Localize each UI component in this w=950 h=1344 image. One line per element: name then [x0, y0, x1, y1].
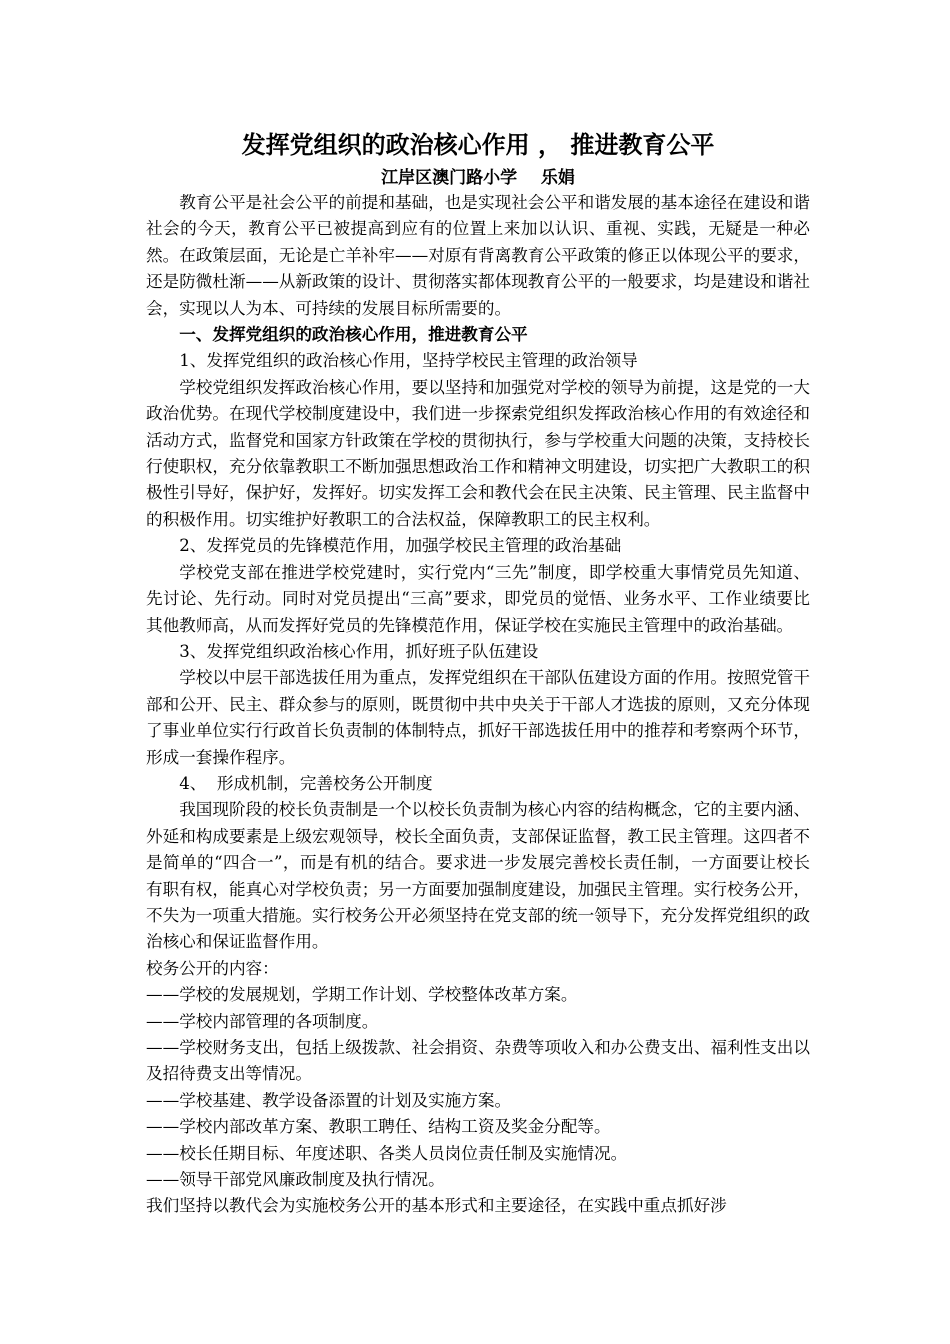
- intro-paragraph: 教育公平是社会公平的前提和基础，也是实现社会公平和谐发展的基本途径在建设和谐社会的今天，教育公平已被提高到应有的位置上来加以认识、重视、实践，无疑是一种必然。在政策层面，无论是亡羊补牢——对原有背离教育公平政策的修正以体现公平的要求，还是防微杜渐——从新政策的设计、贯彻落实都体现教育公平的一般要求，均是建设和谐社会，实现以人为本、可持续的发展目标所需要的。: [146, 193, 810, 318]
- list-item: ——学校内部管理的各项制度。: [146, 1011, 379, 1031]
- list-item: ——领导干部党风廉政制度及执行情况。: [146, 1170, 445, 1190]
- subsection-body-3: 学校以中层干部选拔任用为重点，发挥党组织在干部队伍建设方面的作用。按照党管干部和公开、民主、群众参与的原则，既贯彻中共中央关于干部人才选拔的原则，又充分体现了事业单位实行行政首长负责制的体制特点，抓好干部选拔任用中的推荐和考察两个环节，形成一套操作程序。: [146, 668, 810, 767]
- document-title: 发挥党组织的政治核心作用 ， 推进教育公平: [241, 131, 715, 159]
- list-item: ——学校内部改革方案、教职工聘任、结构工资及奖金分配等。: [146, 1117, 611, 1137]
- document-page: [146, 128, 810, 1220]
- subsection-body-2: 学校党支部在推进学校党建时，实行党内“三先”制度，即学校重大事情党员先知道、先讨论、先行动。同时对党员提出“三高”要求，即党员的觉悟、业务水平、工作业绩要比其他教师高，从而发挥好党员的先锋模范作用，保证学校在实施民主管理中的政治基础。: [146, 562, 810, 635]
- subsection-heading-3: 3、发挥党组织政治核心作用，抓好班子队伍建设: [179, 641, 539, 661]
- list-intro: 校务公开的内容：: [146, 958, 279, 978]
- list-item: ——学校财务支出，包括上级拨款、社会捐资、杂费等项收入和办公费支出、福利性支出以及招待费支出等情况。: [146, 1038, 810, 1084]
- subsection-heading-1: 1、发挥党组织的政治核心作用，坚持学校民主管理的政治领导: [179, 351, 638, 371]
- subsection-heading-2: 2、发挥党员的先锋模范作用，加强学校民主管理的政治基础: [179, 536, 622, 556]
- disclosure-list: [146, 982, 810, 1193]
- subsection-heading-4: 4、 形成机制，完善校务公开制度: [179, 773, 433, 793]
- subsection-body-1: 学校党组织发挥政治核心作用，要以坚持和加强党对学校的领导为前提，这是党的一大政治优势。在现代学校制度建设中，我们进一步探索党组织发挥政治核心作用的有效途径和活动方式，监督党和国家方针政策在学校的贯彻执行，参与学校重大问题的决策，支持校长行使职权，充分依靠教职工不断加强思想政治工作和精神文明建设，切实把广大教职工的积极性引导好，保护好，发挥好。切实发挥工会和教代会在民主决策、民主管理、民主监督中的积极作用。切实维护好教职工的合法权益，保障教职工的民主权利。: [146, 377, 810, 529]
- list-item: ——校长任期目标、年度述职、各类人员岗位责任制及实施情况。: [146, 1143, 628, 1163]
- subsection-body-4: 我国现阶段的校长负责制是一个以校长负责制为核心内容的结构概念，它的主要内涵、外延和构成要素是上级宏观领导，校长全面负责，支部保证监督，教工民主管理。这四者不是简单的“四合一”，而是有机的结合。要求进一步发展完善校长责任制，一方面要让校长有职有权，能真心对学校负责；另一方面要加强制度建设，加强民主管理。实行校务公开，不失为一项重大措施。实行校务公开必须坚持在党支部的统一领导下，充分发挥党组织的政治核心和保证监督作用。: [146, 800, 810, 952]
- closing-paragraph: 我们坚持以教代会为实施校务公开的基本形式和主要途径，在实践中重点抓好涉: [146, 1196, 727, 1216]
- list-item: ——学校的发展规划，学期工作计划、学校整体改革方案。: [146, 985, 578, 1005]
- section-heading-1: 一、发挥党组织的政治核心作用，推进教育公平: [179, 325, 528, 345]
- document-author: 江岸区澳门路小学 乐娟: [381, 168, 575, 188]
- list-item: ——学校基建、教学设备添置的计划及实施方案。: [146, 1090, 512, 1110]
